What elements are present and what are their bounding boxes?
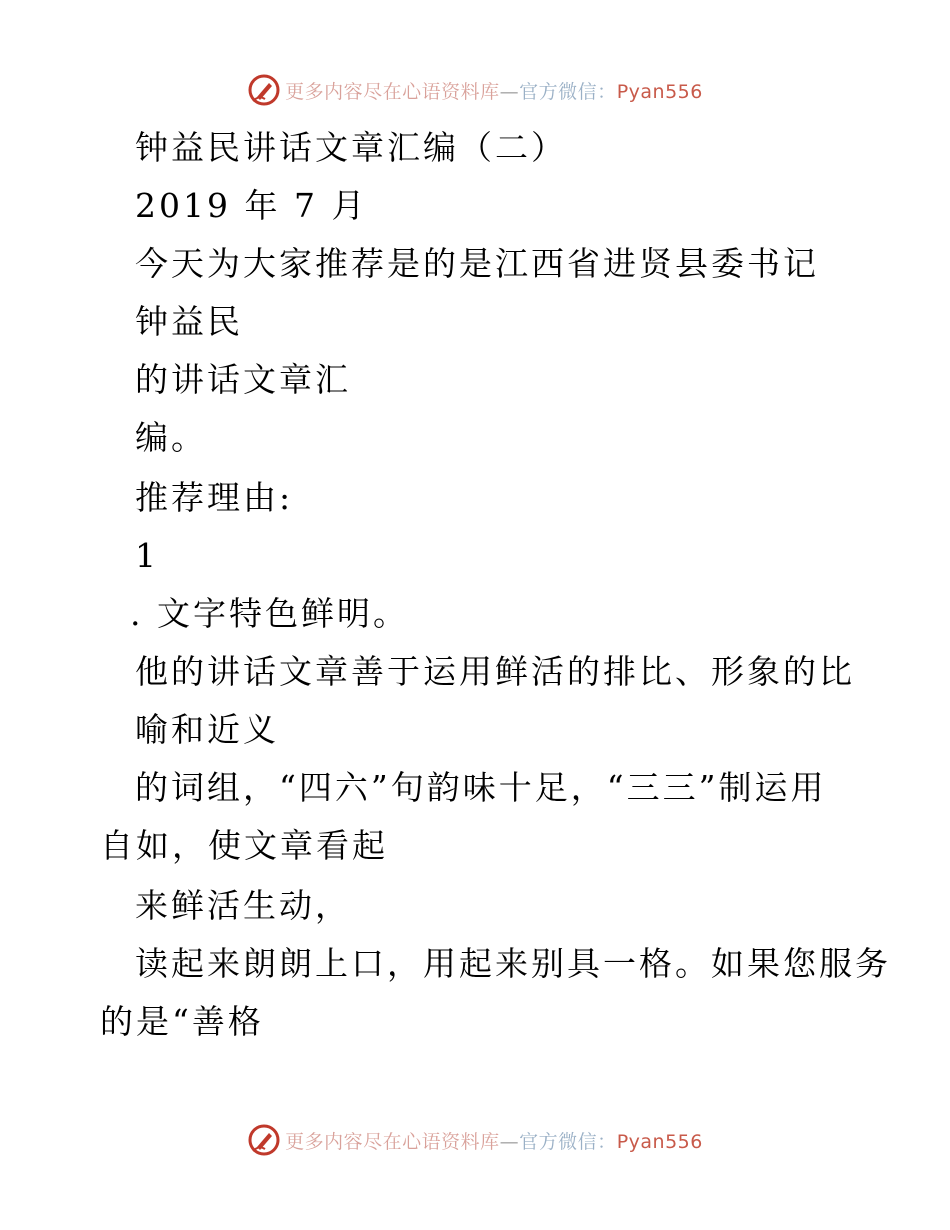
text-line: 编。 <box>135 418 207 457</box>
text-line: 今天为大家推荐是的是江西省进贤县委书记 <box>135 244 819 283</box>
list-item-text: . 文字特色鲜明。 <box>130 594 409 633</box>
text-line: 来鲜活生动， <box>135 886 351 925</box>
document-title: 钟益民讲话文章汇编（二） <box>135 128 567 167</box>
text-line: 钟益民 <box>135 302 243 341</box>
text-line: 的是“善格 <box>100 1002 264 1041</box>
text-line: 自如，使文章看起 <box>100 826 388 865</box>
text-line: 喻和近义 <box>135 710 279 749</box>
text-line: 他的讲话文章善于运用鲜活的排比、形象的比 <box>135 652 855 691</box>
pen-logo-icon <box>247 1123 281 1157</box>
list-number: 1 <box>135 536 159 575</box>
watermark-text: 更多内容尽在心语资料库—官方微信：Pyan556 <box>285 1130 703 1153</box>
watermark-footer <box>0 1120 950 1160</box>
watermark-text: 更多内容尽在心语资料库—官方微信：Pyan556 <box>285 80 703 103</box>
text-line: 的讲话文章汇 <box>135 360 351 399</box>
text-line: 读起来朗朗上口，用起来别具一格。如果您服务 <box>135 944 891 983</box>
section-heading: 推荐理由: <box>135 478 294 517</box>
text-line: 的词组，“四六”句韵味十足，“三三”制运用 <box>135 768 827 807</box>
document-date: 2019 年 7 月 <box>135 186 368 225</box>
